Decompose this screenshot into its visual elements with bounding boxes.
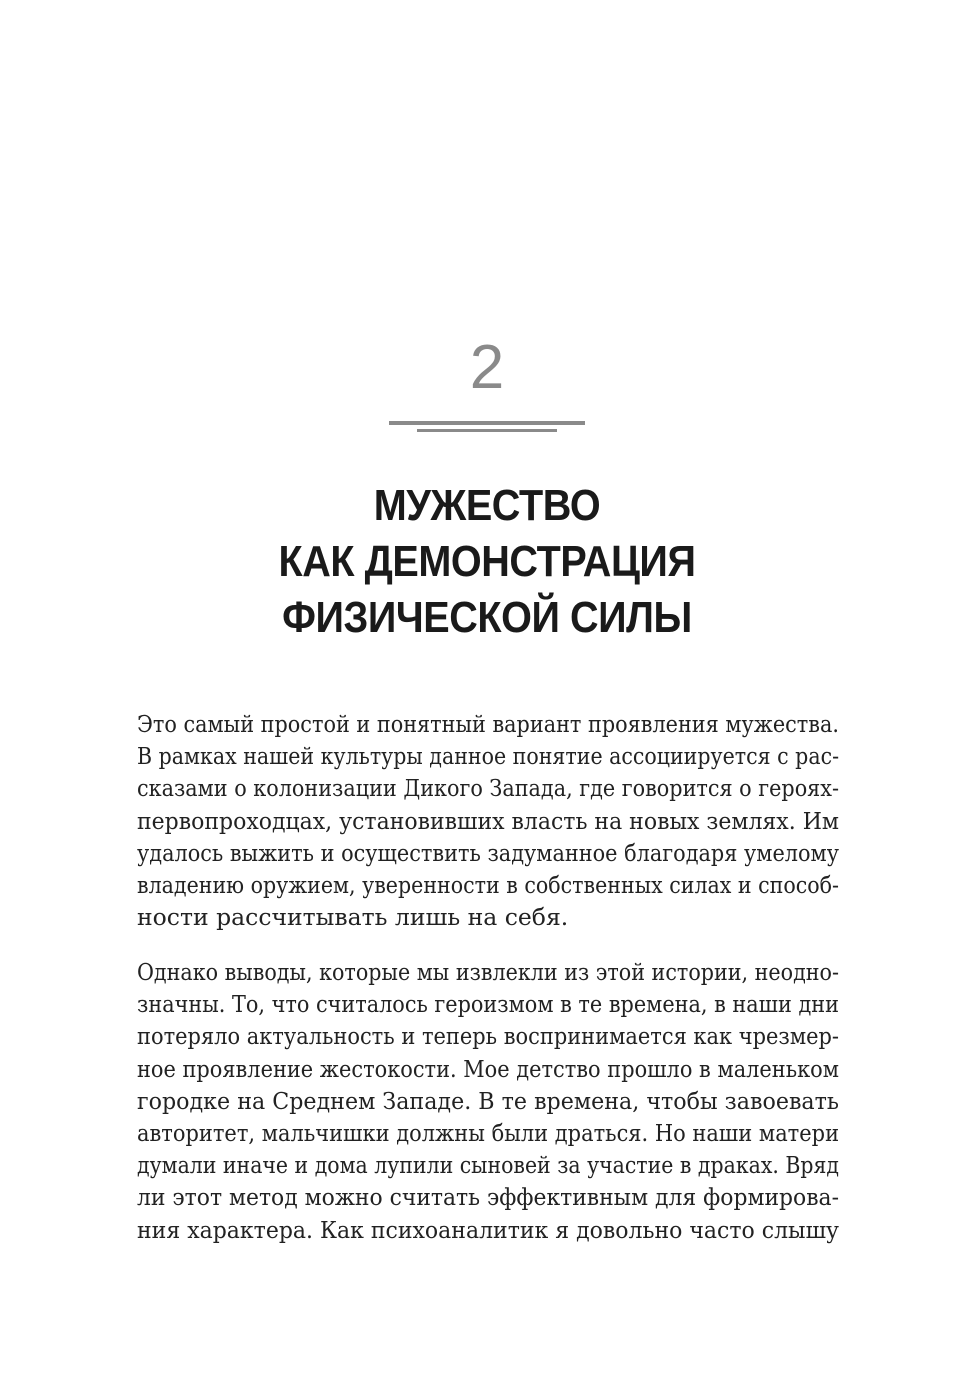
- text-line: городке на Среднем Западе. В те времена, чтобы завоевать: [137, 1086, 839, 1115]
- text-line: ния характера. Как психоаналитик я довольно часто слышу: [137, 1215, 839, 1244]
- text-line: значны. То, что считалось героизмом в те времена, в наши дни: [137, 990, 840, 1019]
- text-line: авторитет, мальчишки должны были драться. Но наши матери: [137, 1119, 840, 1148]
- chapter-title-line: КАК ДЕМОНСТРАЦИЯ: [278, 537, 696, 586]
- text-line: первопроходцах, установивших власть на новых землях. Им: [137, 806, 839, 835]
- text-line: В рамках нашей культуры данное понятие ассоциируется с рас-: [137, 742, 840, 771]
- text-line: владению оружием, уверенности в собственных силах и способ-: [137, 871, 840, 900]
- chapter-number: 2: [469, 333, 505, 402]
- text-line: Это самый простой и понятный вариант проявления мужества.: [137, 710, 839, 738]
- text-line: ное проявление жестокости. Мое детство прошло в маленьком: [137, 1054, 839, 1083]
- paragraph-2: [137, 956, 839, 1246]
- chapter-title: [0, 478, 974, 646]
- text-line: потеряло актуальность и теперь воспринимается как чрезмер-: [137, 1022, 839, 1051]
- text-line: думали иначе и дома лупили сыновей за участие в драках. Вряд: [137, 1151, 840, 1180]
- text-line: ли этот метод можно считать эффективным для формирова-: [137, 1183, 839, 1212]
- chapter-title-line: МУЖЕСТВО: [373, 481, 601, 530]
- paragraph-1: [137, 708, 839, 933]
- chapter-title-line: ФИЗИЧЕСКОЙ СИЛЫ: [282, 593, 692, 642]
- text-line: удалось выжить и осуществить задуманное благодаря умелому: [137, 838, 839, 867]
- chapter-divider-long: [389, 421, 585, 425]
- text-line: ности рассчитывать лишь на себя.: [137, 903, 569, 932]
- text-line: Однако выводы, которые мы извлекли из этой истории, неодно-: [137, 958, 839, 986]
- text-line: сказами о колонизации Дикого Запада, где говорится о героях-: [137, 774, 839, 803]
- chapter-divider-short: [417, 429, 557, 432]
